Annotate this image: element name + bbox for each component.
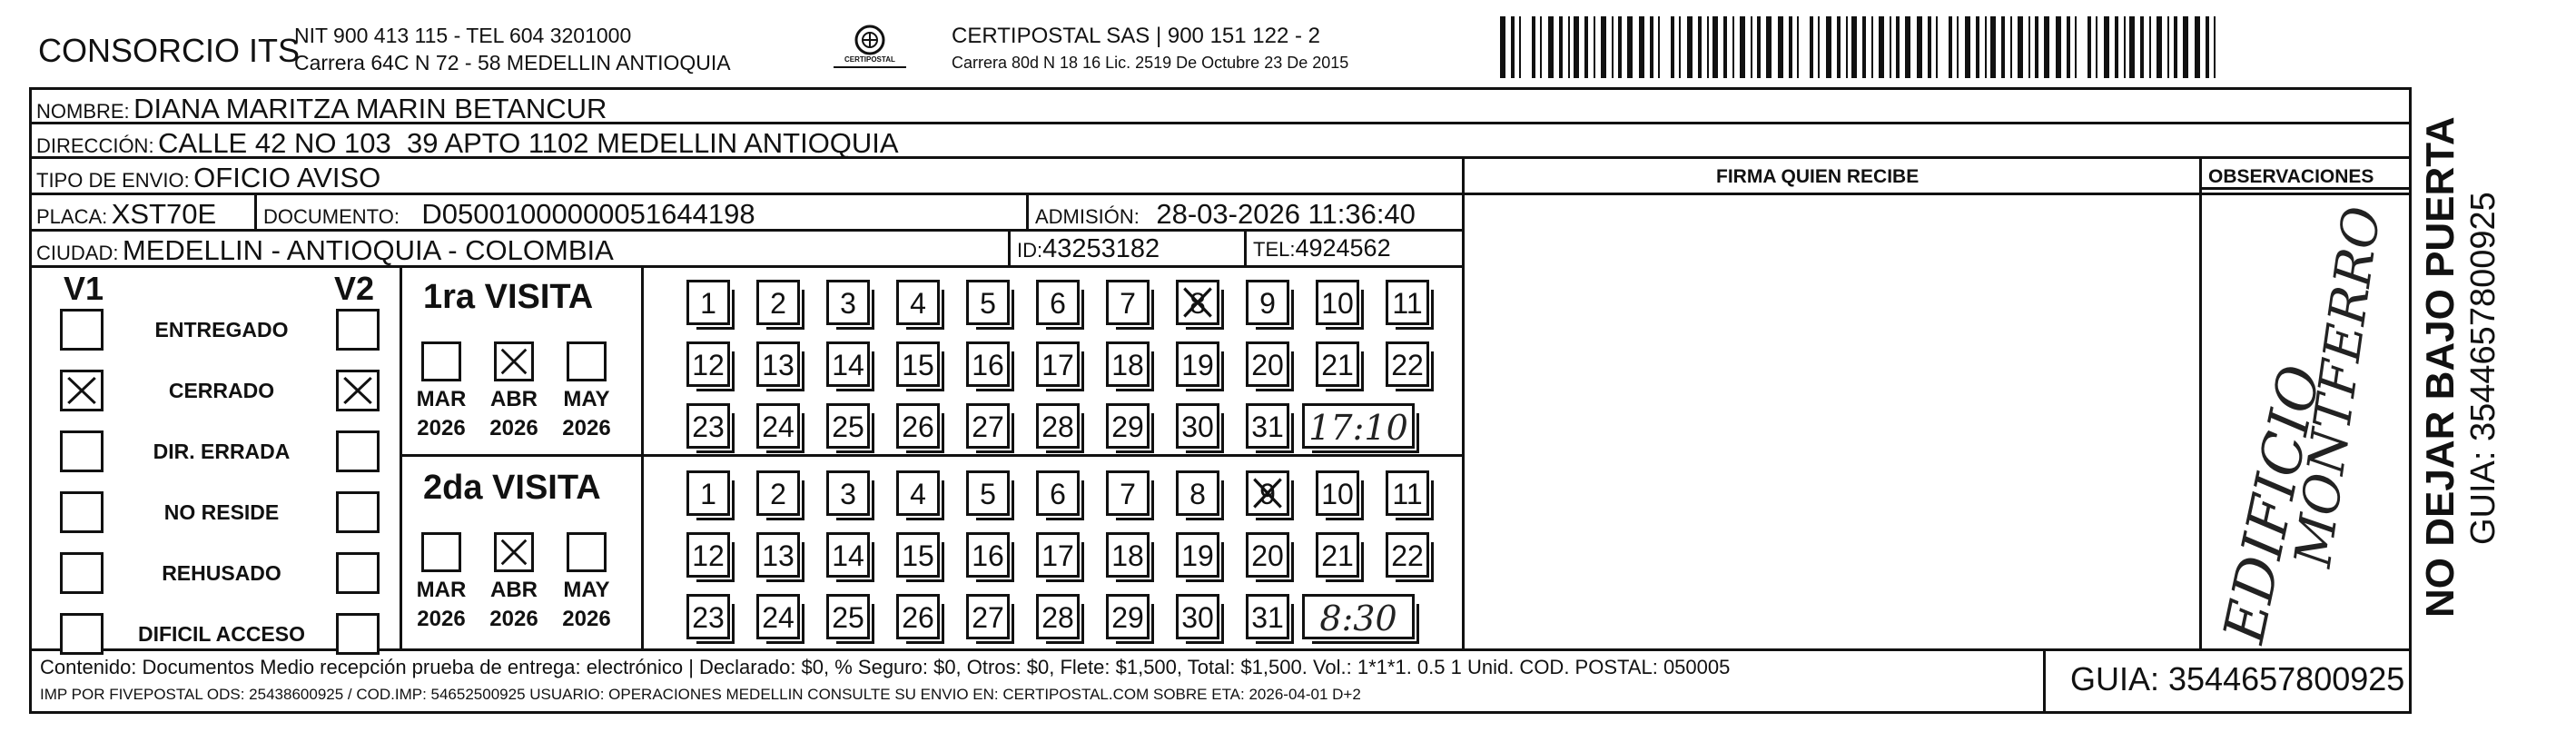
documento-value: D05001000000051644198 <box>421 198 755 230</box>
day-box[interactable]: 7 <box>1106 470 1150 516</box>
placa-value: XST70E <box>111 198 217 230</box>
day-box[interactable]: 31 <box>1246 594 1289 639</box>
year-label: 2026 <box>417 416 466 440</box>
day-box[interactable]: 23 <box>686 594 730 639</box>
day-box[interactable]: 9 <box>1246 470 1289 516</box>
year-label: 2026 <box>562 416 611 440</box>
day-box[interactable]: 24 <box>756 594 800 639</box>
tel-value: 4924562 <box>1295 234 1391 262</box>
day-box[interactable]: 1 <box>686 280 730 325</box>
day-box[interactable]: 4 <box>896 280 940 325</box>
tipo-value: OFICIO AVISO <box>193 162 381 193</box>
v1-checkbox[interactable] <box>60 309 104 351</box>
logo-caption: CERTIPOSTAL <box>844 55 895 64</box>
certipostal-logo-icon <box>815 20 924 74</box>
day-box[interactable]: 23 <box>686 403 730 449</box>
day-box[interactable]: 14 <box>826 341 870 387</box>
day-box[interactable]: 19 <box>1176 341 1219 387</box>
admision-value: 28-03-2026 11:36:40 <box>1156 198 1416 230</box>
day-box[interactable]: 15 <box>896 341 940 387</box>
day-box[interactable]: 28 <box>1036 594 1080 639</box>
status-label: DIR. ERRADA <box>153 440 291 463</box>
company-address: Carrera 64C N 72 - 58 MEDELLIN ANTIOQUIA <box>294 51 731 74</box>
day-box[interactable]: 16 <box>966 532 1010 578</box>
status-label: NO RESIDE <box>163 500 280 524</box>
v1-checkbox[interactable] <box>60 552 104 594</box>
status-label: DIFICIL ACCESO <box>137 622 305 646</box>
day-box[interactable]: 21 <box>1316 341 1359 387</box>
day-box[interactable]: 1 <box>686 470 730 516</box>
day-box[interactable]: 24 <box>756 403 800 449</box>
visit-title: 1ra VISITA <box>423 278 594 316</box>
nombre-label: NOMBRE: <box>36 100 130 123</box>
month-label: ABR <box>490 578 538 602</box>
day-box[interactable]: 28 <box>1036 403 1080 449</box>
day-box[interactable]: 29 <box>1106 594 1150 639</box>
id-label: ID: <box>1017 239 1043 262</box>
v2-checkbox[interactable] <box>336 430 380 472</box>
day-box[interactable]: 2 <box>756 280 800 325</box>
nombre-value: DIANA MARITZA MARIN BETANCUR <box>133 93 607 124</box>
ciudad-label: CIUDAD: <box>36 242 119 264</box>
day-box[interactable]: 25 <box>826 594 870 639</box>
day-box[interactable]: 12 <box>686 532 730 578</box>
day-box[interactable]: 11 <box>1386 280 1429 325</box>
time-box[interactable]: 8:30 <box>1302 594 1415 639</box>
footer-contenido: Contenido: Documentos Medio recepción prueba de entrega: electrónico | Declarado: $0, % Seguro: $0, Otros: $0, Flete: $1,500, Total: $1,500. Vol.: 1*1*1. 0.5 1 Unid. COD. POSTAL: 050005 <box>40 656 1731 678</box>
day-box[interactable]: 31 <box>1246 403 1289 449</box>
month-checkbox[interactable] <box>494 532 534 572</box>
visit-title: 2da VISITA <box>423 469 601 507</box>
ciudad-value: MEDELLIN - ANTIOQUIA - COLOMBIA <box>122 234 614 266</box>
year-label: 2026 <box>489 416 538 440</box>
v1-checkbox[interactable] <box>60 370 104 411</box>
observaciones-header: OBSERVACIONES <box>2208 166 2374 187</box>
direccion-label: DIRECCIÓN: <box>36 134 154 157</box>
day-box[interactable]: 13 <box>756 341 800 387</box>
day-box[interactable]: 10 <box>1316 470 1359 516</box>
day-box[interactable]: 12 <box>686 341 730 387</box>
v2-checkbox[interactable] <box>336 309 380 351</box>
day-box[interactable]: 25 <box>826 403 870 449</box>
day-box[interactable]: 27 <box>966 594 1010 639</box>
day-box[interactable]: 4 <box>896 470 940 516</box>
day-box[interactable]: 20 <box>1246 341 1289 387</box>
observacion-line-1: EDIFICIO <box>2210 359 2334 648</box>
v2-checkbox[interactable] <box>336 370 380 411</box>
day-box[interactable]: 13 <box>756 532 800 578</box>
day-box[interactable]: 22 <box>1386 532 1429 578</box>
v1-checkbox[interactable] <box>60 491 104 533</box>
v1-checkbox[interactable] <box>60 430 104 472</box>
day-box[interactable]: 11 <box>1386 470 1429 516</box>
month-checkbox[interactable] <box>567 341 607 381</box>
placa-label: PLACA: <box>36 205 108 228</box>
side-warning: NO DEJAR BAJO PUERTA <box>2418 116 2462 618</box>
day-box[interactable]: 6 <box>1036 280 1080 325</box>
carrier-address: Carrera 80d N 18 16 Lic. 2519 De Octubre 23 De 2015 <box>952 54 1349 72</box>
company-nit: NIT 900 413 115 - TEL 604 3201000 <box>294 24 632 47</box>
barcode <box>1500 16 2226 78</box>
side-guia: GUIA: 3544657800925 <box>2464 192 2502 545</box>
day-box[interactable]: 18 <box>1106 532 1150 578</box>
day-box[interactable]: 8 <box>1176 280 1219 325</box>
time-box[interactable]: 17:10 <box>1302 403 1415 449</box>
day-box[interactable]: 30 <box>1176 594 1219 639</box>
day-box[interactable]: 8 <box>1176 470 1219 516</box>
day-box[interactable]: 2 <box>756 470 800 516</box>
tel-label: TEL: <box>1253 238 1296 261</box>
day-box[interactable]: 29 <box>1106 403 1150 449</box>
day-box[interactable]: 3 <box>826 280 870 325</box>
day-box[interactable]: 19 <box>1176 532 1219 578</box>
v1-checkbox[interactable] <box>60 613 104 655</box>
v2-checkbox[interactable] <box>336 613 380 655</box>
form-frame <box>29 87 2412 714</box>
firma-header: FIRMA QUIEN RECIBE <box>1716 166 1920 187</box>
documento-label: DOCUMENTO: <box>263 205 400 228</box>
day-box[interactable]: 20 <box>1246 532 1289 578</box>
footer-imp: IMP POR FIVEPOSTAL ODS: 25438600925 / COD.IMP: 54652500925 USUARIO: OPERACIONES MEDELLIN CONSULTE SU ENVIO EN: CERTIPOSTAL.COM SOBRE ETA: 2026-04-01 D+2 <box>40 686 1361 703</box>
v1-label: V1 <box>64 270 104 307</box>
month-checkbox[interactable] <box>567 532 607 572</box>
day-box[interactable]: 6 <box>1036 470 1080 516</box>
v2-label: V2 <box>334 270 375 307</box>
v2-checkbox[interactable] <box>336 491 380 533</box>
day-box[interactable]: 16 <box>966 341 1010 387</box>
day-box[interactable]: 5 <box>966 470 1010 516</box>
month-label: MAR <box>416 387 467 411</box>
direccion-value: CALLE 42 NO 103_39 APTO 1102 MEDELLIN ANTIOQUIA <box>158 127 899 159</box>
day-box[interactable]: 10 <box>1316 280 1359 325</box>
day-box[interactable]: 5 <box>966 280 1010 325</box>
day-box[interactable]: 26 <box>896 403 940 449</box>
year-label: 2026 <box>489 607 538 631</box>
day-box[interactable]: 26 <box>896 594 940 639</box>
day-box[interactable]: 22 <box>1386 341 1429 387</box>
day-box[interactable]: 21 <box>1316 532 1359 578</box>
day-box[interactable]: 17 <box>1036 532 1080 578</box>
footer-guia: GUIA: 3544657800925 <box>2070 660 2405 697</box>
admision-label: ADMISIÓN: <box>1035 205 1140 228</box>
day-box[interactable]: 9 <box>1246 280 1289 325</box>
year-label: 2026 <box>562 607 611 631</box>
month-label: MAY <box>563 387 610 411</box>
year-label: 2026 <box>417 607 466 631</box>
day-box[interactable]: 18 <box>1106 341 1150 387</box>
day-box[interactable]: 17 <box>1036 341 1080 387</box>
month-checkbox[interactable] <box>421 532 461 572</box>
status-label: CERRADO <box>168 379 275 402</box>
month-checkbox[interactable] <box>421 341 461 381</box>
month-label: ABR <box>490 387 538 411</box>
carrier-name: CERTIPOSTAL SAS | 900 151 122 - 2 <box>952 24 1320 48</box>
month-label: MAY <box>563 578 610 602</box>
v2-checkbox[interactable] <box>336 552 380 594</box>
month-checkbox[interactable] <box>494 341 534 381</box>
status-label: ENTREGADO <box>154 318 289 341</box>
day-box[interactable]: 30 <box>1176 403 1219 449</box>
id-value: 43253182 <box>1042 234 1160 263</box>
day-box[interactable]: 3 <box>826 470 870 516</box>
observacion-line-2: MONTFERRO <box>2284 203 2393 571</box>
day-box[interactable]: 15 <box>896 532 940 578</box>
company-name: CONSORCIO ITS <box>38 32 301 69</box>
status-label: REHUSADO <box>162 561 281 585</box>
day-box[interactable]: 27 <box>966 403 1010 449</box>
month-label: MAR <box>416 578 467 602</box>
tipo-label: TIPO DE ENVIO: <box>36 169 190 192</box>
day-box[interactable]: 14 <box>826 532 870 578</box>
day-box[interactable]: 7 <box>1106 280 1150 325</box>
